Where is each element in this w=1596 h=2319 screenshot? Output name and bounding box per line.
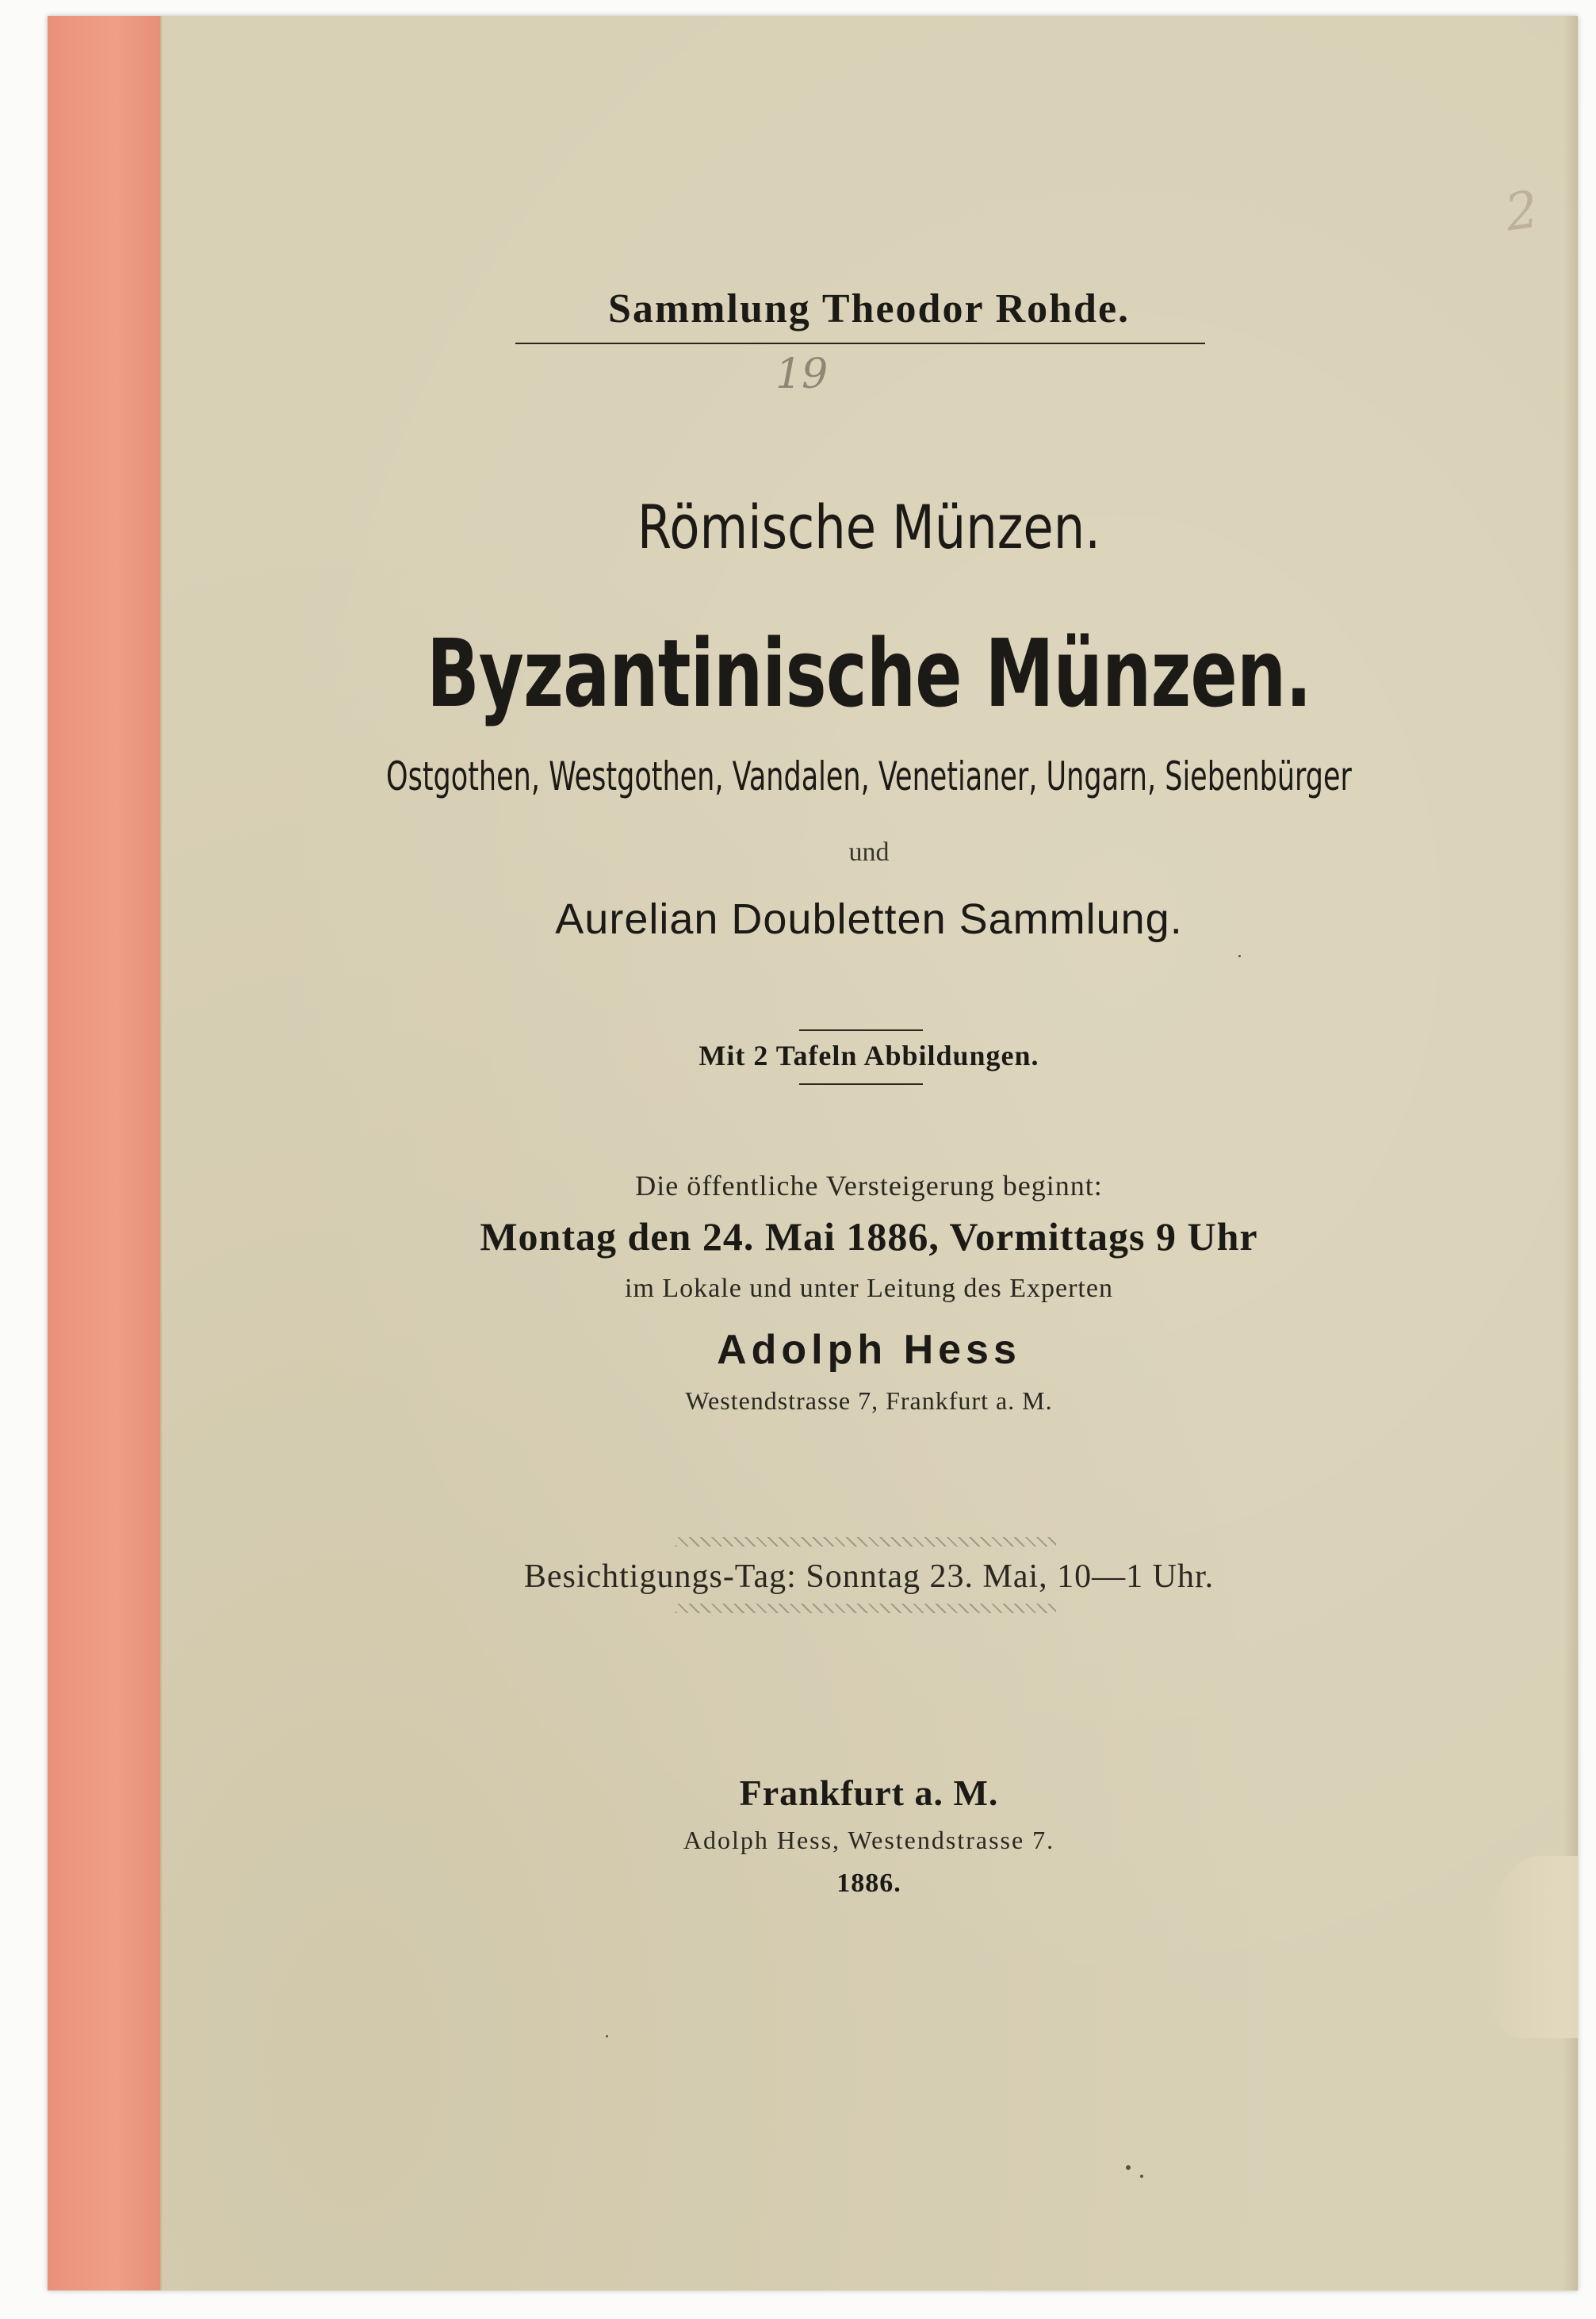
paper-speck [606, 2035, 608, 2037]
pencil-mark-corner: 2 [1502, 180, 1542, 243]
auctioneer-address: Westendstrasse 7, Frankfurt a. M. [685, 1386, 1053, 1415]
title-roman-coins: Römische Münzen. [637, 492, 1101, 562]
auctioneer-name: Adolph Hess [717, 1327, 1021, 1373]
plates-note: Mit 2 Tafeln Abbildungen. [698, 1040, 1039, 1071]
header-underline [515, 343, 1205, 344]
plates-rule-bottom [799, 1083, 923, 1085]
aurelian-collection-title: Aurelian Doubletten Sammlung. [555, 895, 1183, 943]
auction-date: Montag den 24. Mai 1886, Vormittags 9 Uhr [480, 1214, 1258, 1259]
subtitle-peoples: Ostgothen, Westgothen, Vandalen, Venetianer, Ungarn, Siebenbürger [386, 753, 1352, 799]
paper-speck [1126, 2165, 1131, 2170]
pencil-number: 19 [775, 351, 829, 398]
viewing-day: Besichtigungs-Tag: Sonntag 23. Mai, 10—1 Uhr. [523, 1558, 1215, 1595]
paper-speck [1140, 2175, 1143, 2178]
wavy-ornament-bottom [676, 1604, 1056, 1613]
imprint-publisher: Adolph Hess, Westendstrasse 7. [683, 1826, 1055, 1854]
collection-header: Sammlung Theodor Rohde. [607, 286, 1131, 332]
paper-speck [1238, 955, 1241, 957]
conjunction-und: und [848, 838, 890, 867]
imprint-city: Frankfurt a. M. [739, 1773, 999, 1813]
auction-place: im Lokale und unter Leitung des Experten [625, 1274, 1113, 1303]
auction-intro: Die öffentliche Versteigerung beginnt: [635, 1170, 1103, 1202]
plates-rule-top [799, 1029, 923, 1031]
spine-strip [48, 16, 162, 2290]
title-byzantine-coins: Byzantinische Münzen. [427, 619, 1311, 728]
catalogue-cover [48, 16, 1578, 2290]
imprint-year: 1886. [836, 1869, 901, 1898]
wavy-ornament-top [676, 1537, 1056, 1547]
cover-text-block [160, 16, 1578, 2290]
